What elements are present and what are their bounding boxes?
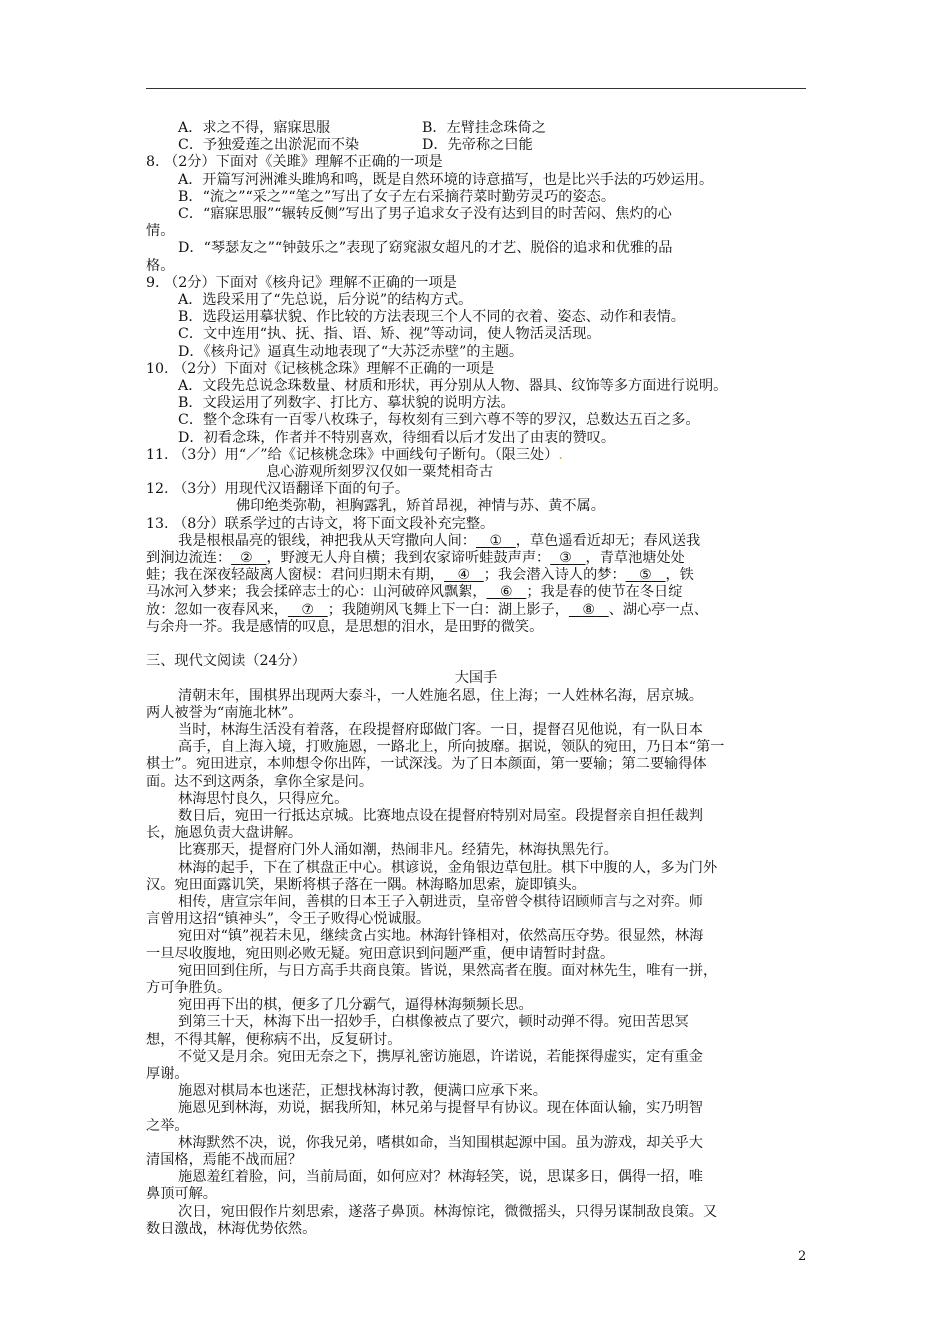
q13-text: ；我随朔风飞舞上下一白：湖上影子， <box>327 601 569 618</box>
q10-stem: 10. （2分）下面对《记核桃念珠》理解不正确的一项是 <box>146 360 495 377</box>
q13-text: ，青草池塘处处 <box>585 550 685 567</box>
article-line: 相传，唐宣宗年间，善棋的日本王子入朝进贡，皇帝曾令棋待诏顾师言与之对弈。师 <box>178 893 703 910</box>
article-line: 鼻顶可解。 <box>146 1186 217 1203</box>
q7-option-c: C．予独爱莲之出淤泥而不染 <box>178 137 360 154</box>
q13-blank-8-label: ⑧ <box>582 601 596 618</box>
q8-option-b: B．“流之”“采之”“笔之”写出了女子左右采摘荇菜时勤劳灵巧的姿态。 <box>178 188 616 205</box>
q7-option-b: B．左臂挂念珠倚之 <box>422 120 546 136</box>
q13-blank-2[interactable] <box>231 550 266 567</box>
article-line: 方可争胜负。 <box>146 979 232 996</box>
q8-option-c: C．“寤寐思服”“辗转反侧”写出了男子追求女子没有达到目的时苦闷、焦灼的心 <box>178 206 672 223</box>
article-line: 次日，宛田假作片刻思索，遂落子鼻顶。林海惊诧，微微摇头，只得另谋制敌良策。又 <box>178 1203 718 1220</box>
q12-sentence: 佛印绝类弥勒，袒胸露乳，矫首昂视，神情与苏、黄不属。 <box>236 498 605 515</box>
q7-options-row1 <box>146 120 806 137</box>
article-line: 林海的起手，下在了棋盘正中心。棋谚说，金角银边草包肚。棋下中腹的人，多为门外 <box>178 859 718 876</box>
exam-page-content <box>146 120 806 1238</box>
article-line: 一旦尽收腹地，宛田则必败无疑。宛田意识到问题严重，便申请暂时封盘。 <box>146 945 615 962</box>
q13-text: ，草色遥看近却无；春风送我 <box>515 532 701 549</box>
q11-stem <box>146 447 806 464</box>
q9-option-a: A．选段采用了“先总说，后分说”的结构方式。 <box>178 292 473 309</box>
article-body <box>146 688 806 1239</box>
q13-text: ，野渡无人舟自横；我到农家谛听蛙鼓声声： <box>266 550 551 567</box>
q7-option-a: A．求之不得，寤寐思服 <box>178 120 331 136</box>
q13-blank-2-label: ② <box>240 550 253 567</box>
article-line: 施恩对棋局本也迷茫，正想找林海讨教，便满口应承下来。 <box>178 1083 547 1100</box>
article-line: 施恩见到林海，劝说，据我所知，林兄弟与提督早有协议。现在体面认输，实乃明智 <box>178 1100 703 1117</box>
q13-blank-6-label: ⑥ <box>500 584 513 601</box>
article-line: 林海思忖良久，只得应允。 <box>178 790 349 807</box>
q13-text: ；我是春的使节在冬日绽 <box>526 584 683 601</box>
q13-blank-1[interactable] <box>476 533 516 550</box>
article-line: 宛田再下出的棋，便多了几分霸气，逼得林海频频长思。 <box>178 997 533 1014</box>
article-line: 当时，林海生活没有着落，在段提督府邸做门客。一日，提督召见他说，有一队日本 <box>178 721 703 738</box>
article-line: 想，不得其解，便称病不出，反复研讨。 <box>146 1031 402 1048</box>
q9-option-d: D．《核舟记》逼真生动地表现了“大苏泛赤壁”的主题。 <box>178 343 524 360</box>
q13-blank-3-label: ③ <box>559 550 572 567</box>
q11-stem-text: 11. （3分）用“／”给《记核桃念珠》中画线句子断句。（限三处） <box>146 446 559 463</box>
article-line: 言曾用这招“镇神头”，令王子败得心悦诚服。 <box>146 911 431 928</box>
q9-option-b: B．选段运用摹状貌、作比较的方法表现三个人不同的衣着、姿态、动作和表情。 <box>178 309 685 326</box>
q13-blank-8[interactable] <box>569 602 609 619</box>
article-line: 宛田对“镇”视若未见，继续贪占实地。林海针锋相对，依然高压夺势。很显然，林海 <box>178 928 704 945</box>
article-line: 数日后，宛田一行抵达京城。比赛地点设在提督府特别对局室。段提督亲自担任裁判 <box>178 807 703 824</box>
q13-line-4 <box>146 584 806 601</box>
article-line: 两人被誉为“南施北林”。 <box>146 704 303 721</box>
article-line: 面。达不到这两条，拿你全家是问。 <box>146 773 374 790</box>
section3-heading: 三、现代文阅读（24分） <box>146 653 306 670</box>
q8-option-a: A．开篇写河洲滩头雎鸠和鸣，既是自然环境的诗意描写，也是比兴手法的巧妙运用。 <box>178 171 714 188</box>
section-spacer <box>146 636 806 653</box>
q13-blank-7[interactable] <box>288 602 328 619</box>
q13-text: 、湖心亭一点、 <box>608 601 709 618</box>
article-line: 林海默然不决，说，你我兄弟，嗜棋如命，当知围棋起源中国。虽为游戏，却关乎大 <box>178 1134 703 1151</box>
article-line: 施恩羞红着脸，问，当前局面，如何应对？林海轻笑，说，思谋多日，偶得一招，唯 <box>178 1169 703 1186</box>
q13-blank-5[interactable] <box>626 567 666 584</box>
q13-line-3 <box>146 567 806 584</box>
q13-blank-1-label: ① <box>489 532 503 549</box>
article-line: 数日激战，林海优势依然。 <box>146 1220 317 1237</box>
article-line: 棋士”。宛田进京，本帅想令你出阵，一试深浅。为了日本颜面，第一要输；第二要输得体 <box>146 756 707 773</box>
q13-blank-5-label: ⑤ <box>639 567 652 584</box>
q13-text: ；我会潜入诗人的梦： <box>483 567 626 584</box>
article-title: 大国手 <box>454 670 498 687</box>
article-line: 清朝末年，围棋界出现两大泰斗，一人姓施名恩，住上海；一人姓林名海，居京城。 <box>178 687 703 704</box>
q10-option-c: C．整个念珠有一百零八枚珠子，每枚刻有三到六尊不等的罗汉，总数达五百之多。 <box>178 412 700 429</box>
article-line: 清国格，焉能不战而屈？ <box>146 1151 303 1168</box>
q8-stem: 8. （2分）下面对《关雎》理解不正确的一项是 <box>146 154 443 171</box>
q13-line-2 <box>146 550 806 567</box>
q9-stem: 9. （2分）下面对《核舟记》理解不正确的一项是 <box>146 274 457 291</box>
article-line: 到第三十天，林海下出一招妙手，白棋像被点了要穴，顿时动弹不得。宛田苦思冥 <box>178 1014 689 1031</box>
header-rule <box>146 88 806 89</box>
q13-text: 放：忽如一夜春风来， <box>146 601 288 618</box>
q13-blank-6[interactable] <box>487 584 527 601</box>
q13-blank-4-label: ④ <box>457 567 471 584</box>
article-line: 长，施恩负责大盘讲解。 <box>146 825 303 842</box>
article-line: 不觉又是月余。宛田无奈之下，携厚礼密访施恩，许诺说，若能探得虚实，定有重金 <box>178 1048 703 1065</box>
article-line: 宛田回到住所，与日方高手共商良策。皆说，果然高者在腹。面对林先生，唯有一拼， <box>178 962 718 979</box>
article-line: 厚谢。 <box>146 1065 189 1082</box>
article-line: 汉。宛田面露讥笑，果断将棋子落在一隅。林海略加思索，旋即镇头。 <box>146 876 586 893</box>
q13-text: 马冰河入梦来；我会揉碎志士的心：山河破碎风飘絮， <box>146 584 487 601</box>
q13-line-5 <box>146 602 806 619</box>
article-line: 高手，自上海入境，打败施恩，一路北上，所向披靡。据说，领队的宛田，乃日本“第一 <box>178 739 725 756</box>
q13-line-1 <box>146 533 806 550</box>
q8-option-d: D．“琴瑟友之”“钟鼓乐之”表现了窈窕淑女超凡的才艺、脱俗的追求和优雅的品 <box>178 240 673 257</box>
q13-blank-7-label: ⑦ <box>301 601 315 618</box>
q7-options-row2 <box>146 137 806 154</box>
q8-option-d-cont: 格。 <box>146 257 175 274</box>
q13-blank-3[interactable] <box>550 550 585 567</box>
page-number: 2 <box>798 1249 807 1264</box>
article-line: 比赛那天，提督府门外人涌如潮，热闹非凡。经猜先，林海执黑先行。 <box>178 842 618 859</box>
q13-text: 我是根根晶亮的银线，神把我从天穹撒向人间： <box>178 532 476 549</box>
q13-line-6: 与余舟一芥。我是感情的叹息，是思想的泪水，是田野的微笑。 <box>146 618 544 635</box>
q13-text: 到涧边流连： <box>146 550 232 567</box>
q10-option-a: A．文段先总说念珠数量、材质和形状，再分别从人物、器具、纹饰等多方面进行说明。 <box>178 378 728 395</box>
q13-text: ，铁 <box>665 567 694 584</box>
q13-text: 蛙；我在深夜轻敲离人窗棂：君问归期未有期， <box>146 567 444 584</box>
q13-blank-4[interactable] <box>444 567 484 584</box>
q8-option-c-cont: 情。 <box>146 223 175 240</box>
q9-option-c: C．文中连用“执、抚、指、语、矫、视”等动词，使人物活灵活现。 <box>178 326 601 343</box>
q11-stray-dot: . <box>558 446 563 463</box>
q7-option-d: D．先帝称之曰能 <box>422 137 533 154</box>
q11-sentence: 息心游观所刻罗汉仅如一粟梵相奇古 <box>266 464 494 481</box>
q12-stem: 12. （3分）用现代汉语翻译下面的句子。 <box>146 481 410 498</box>
article-line: 之举。 <box>146 1117 189 1134</box>
q10-option-d: D．初看念珠，作者并不特别喜欢，待细看以后才发出了由衷的赞叹。 <box>178 429 616 446</box>
q10-option-b: B．文段运用了列数字、打比方、摹状貌的说明方法。 <box>178 395 515 412</box>
q13-stem: 13. （8分）联系学过的古诗文，将下面文段补充完整。 <box>146 515 495 532</box>
